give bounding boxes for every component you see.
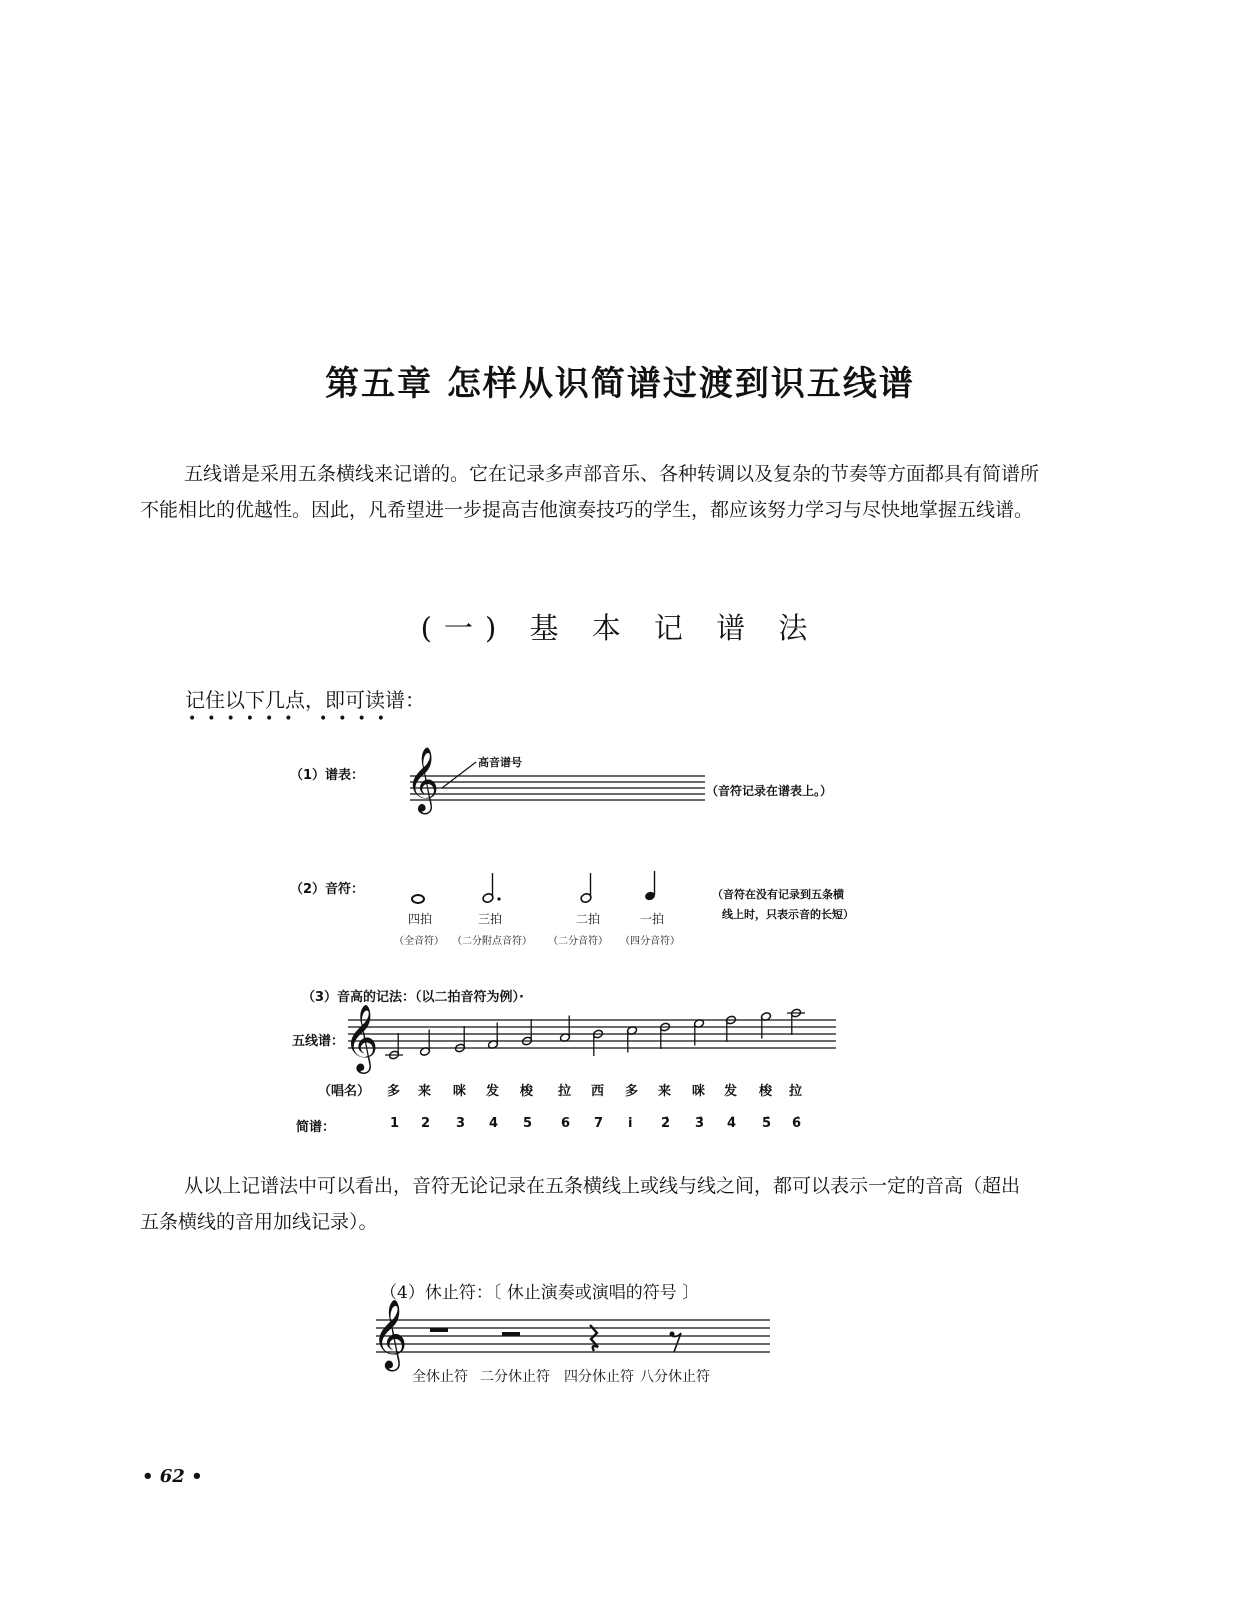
jianpu-number: 1 (390, 1116, 400, 1131)
jianpu-number: 5 (523, 1116, 533, 1131)
quarter-rest-icon (590, 1325, 598, 1351)
item2-label: （2）音符： (290, 882, 365, 897)
jianpu-number: 2 (421, 1116, 431, 1131)
jianpu-number: 2̇ (661, 1116, 671, 1131)
treble-clef-icon-2: 𝄞 (344, 1003, 379, 1071)
paragraph-explanation: 从以上记谱法中可以看出，音符无论记录在五条横线上或线与线之间，都可以表示一定的音高（超出五条横线的音用加线记录）。 (140, 1175, 1021, 1233)
eighth-rest-icon (670, 1332, 682, 1353)
jianpu-number: 7 (594, 1116, 604, 1131)
whole-beats: 四拍 (408, 912, 433, 926)
half-beats: 二拍 (576, 912, 601, 926)
solfege-syllable: 多 (625, 1084, 639, 1099)
jianpu-number: 6 (561, 1116, 571, 1131)
solfege-syllable: 多 (387, 1084, 401, 1099)
item1-label: （1）谱表： (290, 768, 365, 783)
emphasis-dots: •••••• •••• (188, 711, 397, 727)
quarter-name: （四分音符） (620, 936, 680, 947)
jianpu-number: 4 (489, 1116, 499, 1131)
solfege-syllable: 拉 (789, 1084, 803, 1099)
jianpu-number: 3 (456, 1116, 466, 1131)
page-number: • 62 • (142, 1466, 203, 1487)
jianpu-number: 5̇ (762, 1116, 772, 1131)
item1-note: （音符记录在谱表上。） (706, 784, 833, 798)
solfege-syllable: 来 (418, 1084, 432, 1099)
solfege-syllable: 咪 (692, 1084, 706, 1099)
treble-clef-icon-3: 𝄞 (372, 1299, 408, 1369)
solfege-syllable: 来 (658, 1084, 672, 1099)
quarter-rest-label: 四分休止符 (564, 1369, 634, 1385)
jianpu-number: 6̇ (792, 1116, 802, 1131)
solfege-syllable: 梭 (520, 1084, 534, 1099)
staff-label: 五线谱： (292, 1034, 345, 1049)
jianpu-number: 3̇ (695, 1116, 705, 1131)
solfege-syllable: 拉 (558, 1084, 572, 1099)
paragraph-intro: 五线谱是采用五条横线来记谱的。它在记录多声部音乐、各种转调以及复杂的节奏等方面都具有简谱所不能相比的优越性。因此，凡希望进一步提高吉他演奏技巧的学生，都应该努力学习与尽快地掌握五线谱。 (140, 463, 1040, 521)
jianpu-number: 4̇ (727, 1116, 737, 1131)
solfege-syllable: 发 (724, 1084, 738, 1099)
solfege-label: （唱名） (318, 1084, 371, 1099)
item3-label: （3）音高的记法：（以二拍音符为例）· (302, 990, 524, 1005)
half-name: （二分音符） (548, 936, 608, 947)
section-heading: (一) 基 本 记 谱 法 (420, 611, 820, 645)
treble-clef-icon: 𝄞 (406, 747, 440, 812)
whole-rest-icon (430, 1328, 448, 1332)
item4-label: （4）休止符：〔 休止演奏或演唱的符号 〕 (380, 1283, 700, 1303)
solfege-syllable: 咪 (453, 1084, 467, 1099)
whole-name: （全音符） (394, 936, 444, 947)
item2-note-2: 线上时，只表示音的长短） (722, 908, 854, 921)
half-rest-label: 二分休止符 (480, 1369, 550, 1385)
item2-note-1: （音符在没有记录到五条横 (712, 888, 844, 901)
treble-clef-callout: 高音谱号 (478, 756, 522, 769)
jianpu-label: 简谱： (296, 1120, 336, 1135)
chapter-title: 第五章 怎样从识简谱过渡到识五线谱 (325, 364, 915, 404)
quarter-beats: 一拍 (640, 912, 665, 926)
solfege-syllable: 西 (591, 1084, 605, 1099)
whole-rest-label: 全休止符 (412, 1369, 468, 1385)
solfege-syllable: 梭 (759, 1084, 773, 1099)
dotted-half-name: （二分附点音符） (452, 936, 532, 947)
dotted-half-beats: 三拍 (478, 912, 503, 926)
solfege-syllable: 发 (486, 1084, 500, 1099)
half-rest-icon (502, 1332, 520, 1336)
eighth-rest-label: 八分休止符 (640, 1369, 710, 1385)
reading-intro: 记住以下几点，即可读谱： (185, 688, 425, 712)
jianpu-number: i (628, 1116, 633, 1131)
